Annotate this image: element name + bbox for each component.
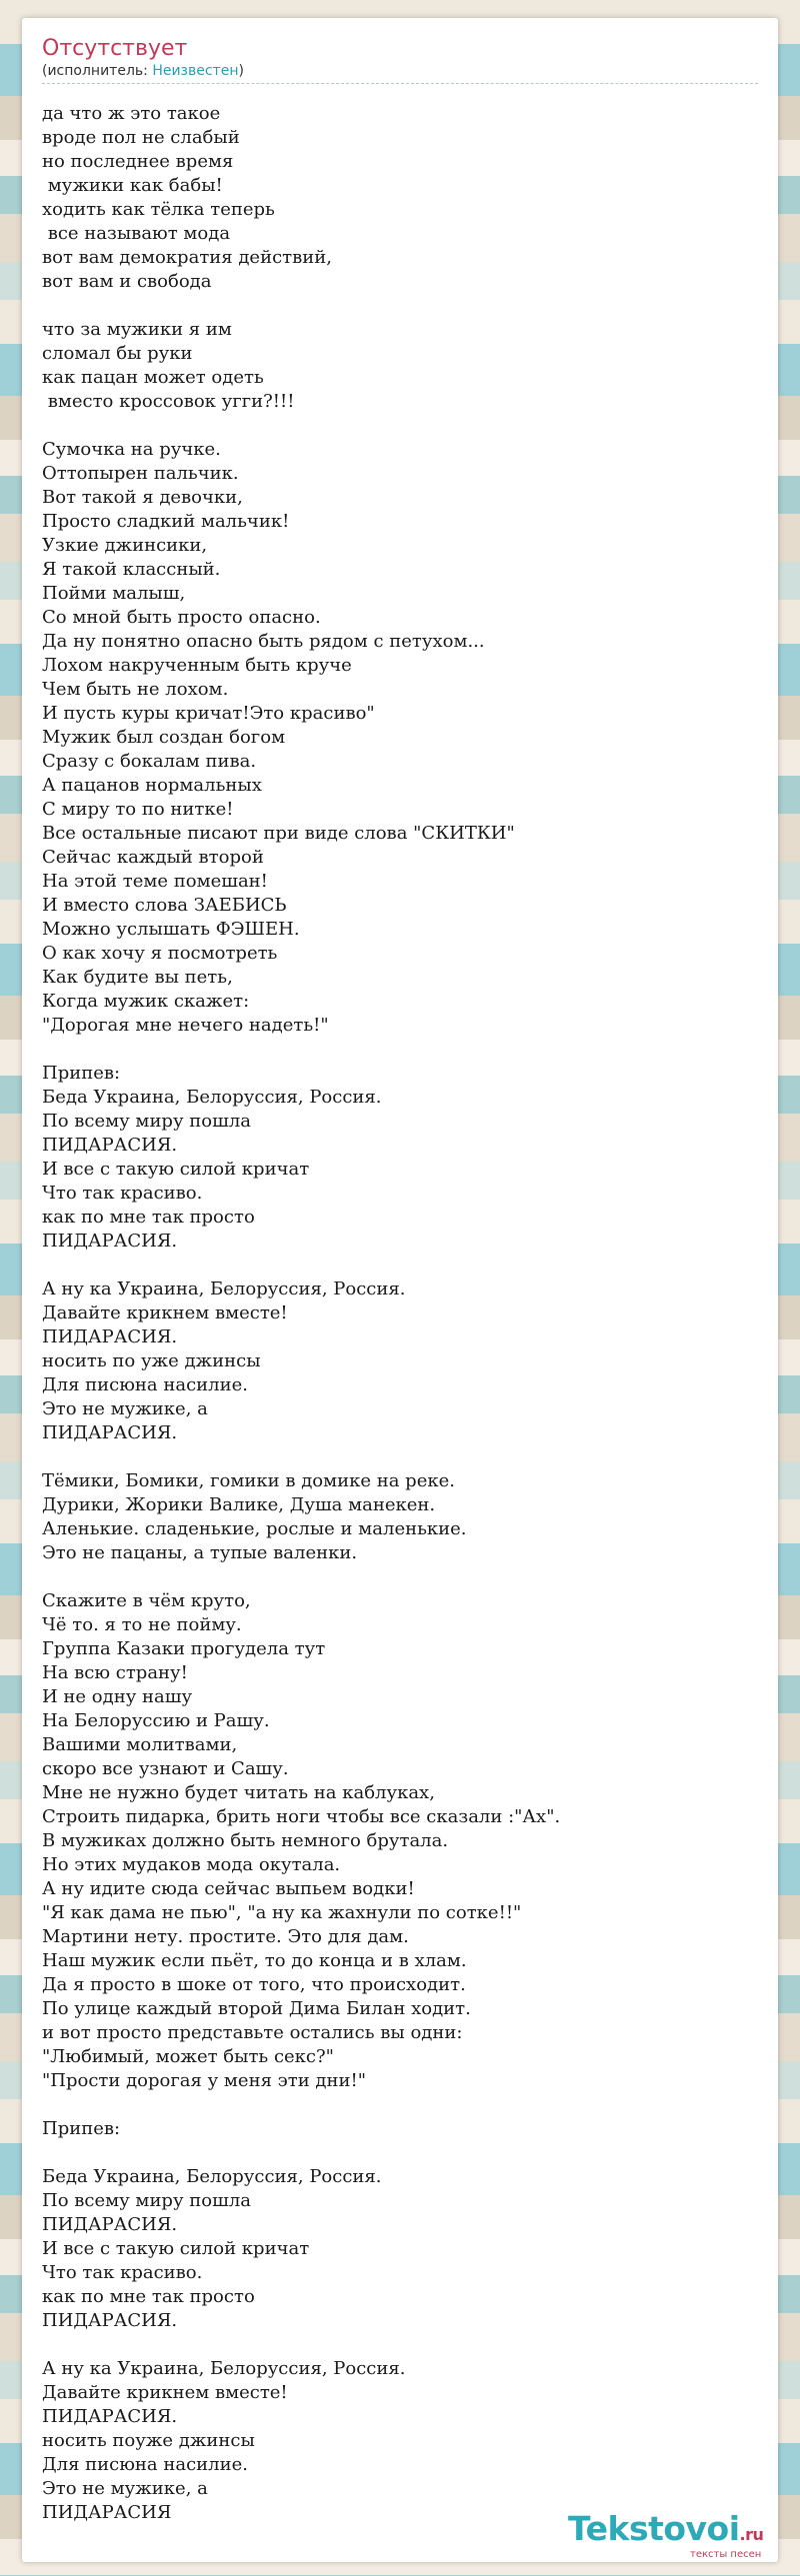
lyrics-line: Чем быть не лохом. (42, 679, 229, 700)
lyrics-line: Мартини нету. простите. Это для дам. (42, 1926, 409, 1947)
lyrics-line: А ну ка Украина, Белоруссия, Россия. (42, 1279, 406, 1299)
lyrics-line: вот вам демократия действий, (42, 247, 332, 268)
lyrics-line: Беда Украина, Белоруссия, Россия. (42, 2166, 382, 2187)
lyrics-line: Сразу с бокалам пива. (42, 751, 257, 772)
lyrics-line: И вместо слова ЗАЕБИСЬ (42, 895, 287, 916)
lyrics-blank-line (42, 294, 758, 318)
lyrics-line: По всему миру пошла (42, 2190, 252, 2211)
lyrics-line: И не одну нашу (42, 1686, 193, 1707)
lyrics-line: А ну ка Украина, Белоруссия, Россия. (42, 2358, 406, 2379)
lyrics-line: Лохом накрученным быть круче (42, 655, 352, 676)
lyrics-line: ПИДАРАСИЯ. (42, 1231, 178, 1252)
lyrics-line: Вашими молитвами, (42, 1734, 238, 1755)
lyrics-line: На Белоруссию и Рашу. (42, 1710, 270, 1731)
logo-wordmark (568, 2509, 778, 2552)
lyrics-line: Да я просто в шоке от того, что происходит. (42, 1974, 466, 1995)
lyrics-line: Что так красиво. (42, 1183, 203, 1204)
lyrics-line: ходить как тёлка теперь (42, 199, 275, 220)
lyrics-line: Вот такой я девочки, (42, 487, 243, 508)
lyrics-line: Группа Казаки прогудела тут (42, 1638, 326, 1659)
lyrics-line: Мне не нужно будет читать на каблуках, (42, 1782, 435, 1803)
lyrics-line: А пацанов нормальных (42, 775, 262, 796)
lyrics-line: О как хочу я посмотреть (42, 943, 278, 964)
lyrics-line: Для писюна насилие. (42, 1374, 248, 1395)
lyrics-blank-line (42, 1038, 758, 1062)
lyrics-line: "Прости дорогая у меня эти дни!" (42, 2070, 366, 2091)
lyrics-line: Все остальные писают при виде слова "СКИТКИ" (42, 823, 515, 844)
lyrics-line: И пусть куры кричат!Это красиво" (42, 703, 375, 724)
lyrics-line: ПИДАРАСИЯ. (42, 2310, 178, 2331)
lyrics-line: сломал бы руки (42, 343, 193, 364)
lyrics-line: Припев: (42, 1063, 121, 1084)
lyrics-line: "Я как дама не пью", "а ну ка жахнули по сотке!!" (42, 1902, 522, 1923)
lyrics-line: Это не пацаны, а тупые валенки. (42, 1542, 358, 1563)
lyrics-line: И все с такую силой кричат (42, 1159, 310, 1180)
lyrics-blank-line (42, 2333, 758, 2357)
song-header (42, 36, 758, 84)
lyrics-line: все называют мода (42, 223, 231, 244)
lyrics-line: но последнее время (42, 151, 234, 172)
lyrics-line: Строить пидарка, брить ноги чтобы все сказали :"Ах". (42, 1806, 561, 1827)
lyrics-line: ПИДАРАСИЯ. (42, 2406, 178, 2427)
lyrics-line: ПИДАРАСИЯ. (42, 1326, 178, 1347)
lyrics-line: Давайте крикнем вместе! (42, 2382, 288, 2403)
lyrics-line: И все с такую силой кричат (42, 2238, 310, 2259)
lyrics-line: Как будите вы петь, (42, 967, 233, 988)
lyrics-line: По улице каждый второй Дима Билан ходит. (42, 1998, 471, 2019)
lyrics-line: и вот просто представьте остались вы одни: (42, 2022, 463, 2043)
lyrics-line: да что ж это такое (42, 103, 221, 124)
lyrics-card (22, 18, 778, 2562)
lyrics-blank-line (42, 2093, 758, 2117)
logo-tagline: тексты песен (690, 2549, 762, 2560)
song-title: Отсутствует (42, 36, 188, 61)
lyrics-line: носить по уже джинсы (42, 1350, 261, 1371)
lyrics-line: Это не мужике, а (42, 2478, 208, 2499)
lyrics-line: Пойми малыш, (42, 583, 186, 604)
artist-line (42, 62, 758, 80)
lyrics-blank-line (42, 2141, 758, 2165)
logo-name: Tekstovoi (568, 2509, 740, 2548)
lyrics-line: Аленькие. сладенькие, рослые и маленькие. (42, 1518, 467, 1539)
lyrics-line: Я такой классный. (42, 559, 221, 580)
lyrics-line: Со мной быть просто опасно. (42, 607, 321, 628)
lyrics-line: На этой теме помешан! (42, 871, 268, 892)
lyrics-line: мужики как бабы! (42, 175, 223, 196)
lyrics-line: что за мужики я им (42, 319, 232, 340)
lyrics-line: как по мне так просто (42, 1207, 255, 1228)
lyrics-line: Когда мужик скажет: (42, 991, 250, 1012)
lyrics-line: ПИДАРАСИЯ. (42, 1135, 178, 1156)
artist-link[interactable]: Неизвестен (152, 63, 239, 79)
lyrics-line: ПИДАРАСИЯ. (42, 1422, 178, 1443)
artist-suffix: ) (238, 63, 244, 79)
lyrics-line: С миру то по нитке! (42, 799, 234, 820)
lyrics-line: Оттопырен пальчик. (42, 463, 239, 484)
lyrics-line: Дурики, Жорики Валике, Душа манекен. (42, 1494, 436, 1515)
lyrics-blank-line (42, 1565, 758, 1589)
lyrics-line: ПИДАРАСИЯ (42, 2502, 172, 2523)
lyrics-line: как пацан может одеть (42, 367, 264, 388)
lyrics-line: Беда Украина, Белоруссия, Россия. (42, 1087, 382, 1108)
logo-tld: .ru (739, 2525, 764, 2544)
lyrics-line: Давайте крикнем вместе! (42, 1302, 288, 1323)
lyrics-line: Сумочка на ручке. (42, 439, 221, 460)
lyrics-line: Это не мужике, а (42, 1398, 208, 1419)
lyrics-line: скоро все узнают и Сашу. (42, 1758, 289, 1779)
lyrics-line: Чё то. я то не пойму. (42, 1614, 242, 1635)
lyrics-line: Сейчас каждый второй (42, 847, 264, 868)
lyrics-line: Тёмики, Бомики, гомики в домике на реке. (42, 1470, 455, 1491)
lyrics-line: А ну идите сюда сейчас выпьем водки! (42, 1878, 415, 1899)
site-logo[interactable] (568, 2509, 778, 2560)
lyrics-line: вместо кроссовок угги?!!! (42, 391, 295, 412)
lyrics-line: Скажите в чём круто, (42, 1590, 251, 1611)
lyrics-blank-line (42, 1445, 758, 1469)
lyrics-line: Да ну понятно опасно быть рядом с петухом... (42, 631, 485, 652)
lyrics-line: На всю страну! (42, 1662, 188, 1683)
lyrics-line: В мужиках должно быть немного брутала. (42, 1830, 449, 1851)
lyrics-line: как по мне так просто (42, 2286, 255, 2307)
lyrics-line: вот вам и свобода (42, 271, 212, 292)
lyrics-line: Припев: (42, 2118, 121, 2139)
lyrics-line: Для писюна насилие. (42, 2454, 248, 2475)
lyrics-blank-line (42, 414, 758, 438)
lyrics-line: Просто сладкий мальчик! (42, 511, 290, 532)
artist-prefix: (исполнитель: (42, 63, 153, 79)
lyrics-line: Наш мужик если пьёт, то до конца и в хлам. (42, 1950, 467, 1971)
lyrics-line: Можно услышать ФЭШЕН. (42, 919, 300, 940)
lyrics-line: "Дорогая мне нечего надеть!" (42, 1015, 329, 1036)
lyrics-line: Но этих мудаков мода окутала. (42, 1854, 341, 1875)
lyrics-line: носить поуже джинсы (42, 2430, 255, 2451)
lyrics-line: Что так красиво. (42, 2262, 203, 2283)
lyrics-text (42, 102, 758, 2525)
lyrics-line: По всему миру пошла (42, 1111, 252, 1132)
lyrics-line: ПИДАРАСИЯ. (42, 2214, 178, 2235)
lyrics-line: Узкие джинсики, (42, 535, 208, 556)
lyrics-line: "Любимый, может быть секс?" (42, 2046, 334, 2067)
lyrics-line: вроде пол не слабый (42, 127, 240, 148)
lyrics-blank-line (42, 1254, 758, 1278)
lyrics-line: Мужик был создан богом (42, 727, 286, 748)
